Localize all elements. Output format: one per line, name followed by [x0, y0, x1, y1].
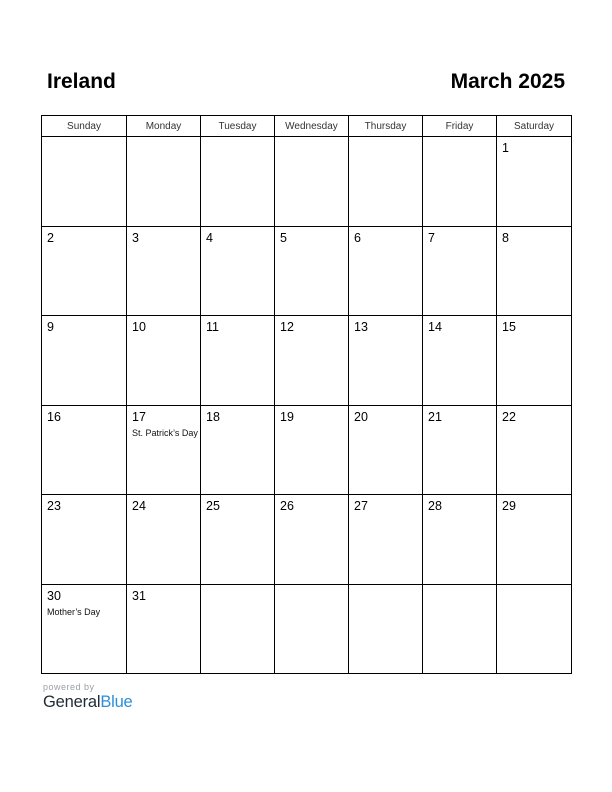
- day-cell: [127, 137, 201, 227]
- day-number: 2: [47, 230, 54, 245]
- day-cell[interactable]: [497, 137, 572, 227]
- week-row: [42, 405, 572, 495]
- week-row: [42, 316, 572, 406]
- month-calendar-grid: [41, 115, 572, 674]
- day-cell[interactable]: [201, 226, 275, 316]
- day-cell: [497, 584, 572, 674]
- weekday-saturday: Saturday: [497, 116, 572, 137]
- day-cell[interactable]: [497, 316, 572, 406]
- day-number: 31: [132, 588, 146, 603]
- day-cell[interactable]: [127, 584, 201, 674]
- weekday-sunday: Sunday: [42, 116, 127, 137]
- holiday-label: St. Patrick’s Day: [132, 427, 198, 438]
- week-row: [42, 137, 572, 227]
- day-cell[interactable]: [127, 226, 201, 316]
- month-title: March 2025: [450, 70, 565, 93]
- footer-branding: [43, 682, 133, 712]
- day-cell[interactable]: [201, 316, 275, 406]
- day-cell[interactable]: [423, 405, 497, 495]
- calendar-header: [47, 70, 565, 98]
- day-number: 17: [132, 409, 146, 424]
- day-cell: [275, 137, 349, 227]
- day-cell: [423, 584, 497, 674]
- day-number: 23: [47, 499, 61, 513]
- day-cell[interactable]: [497, 495, 572, 585]
- day-cell[interactable]: [349, 316, 423, 406]
- day-number: 12: [280, 320, 294, 334]
- day-cell[interactable]: [42, 226, 127, 316]
- day-cell: [201, 584, 275, 674]
- day-number: 3: [132, 230, 139, 245]
- day-cell: [275, 584, 349, 674]
- day-number: 25: [206, 499, 220, 513]
- day-cell[interactable]: [423, 316, 497, 406]
- day-cell[interactable]: [497, 405, 572, 495]
- day-number: 13: [354, 320, 368, 334]
- weekday-friday: Friday: [423, 116, 497, 137]
- day-cell: [349, 584, 423, 674]
- weekday-tuesday: Tuesday: [201, 116, 275, 137]
- day-number: 24: [132, 499, 146, 513]
- day-cell[interactable]: [127, 495, 201, 585]
- day-number: 14: [428, 320, 442, 334]
- generalblue-logo[interactable]: [43, 693, 133, 712]
- day-cell[interactable]: [42, 405, 127, 495]
- day-cell[interactable]: [423, 226, 497, 316]
- day-number: 6: [354, 230, 361, 245]
- day-number: 11: [206, 320, 219, 334]
- weekday-thursday: Thursday: [349, 116, 423, 137]
- day-number: 21: [428, 409, 442, 424]
- day-cell[interactable]: [349, 405, 423, 495]
- day-number: 16: [47, 409, 61, 424]
- day-cell[interactable]: [275, 226, 349, 316]
- day-number: 10: [132, 320, 146, 334]
- week-row: [42, 495, 572, 585]
- holiday-label: Mother’s Day: [47, 606, 101, 617]
- day-number: 1: [502, 141, 509, 155]
- day-cell[interactable]: [275, 405, 349, 495]
- day-number: 5: [280, 230, 287, 245]
- country-title: Ireland: [47, 70, 116, 93]
- day-cell: [349, 137, 423, 227]
- day-cell[interactable]: [201, 495, 275, 585]
- day-number: 30: [47, 588, 61, 603]
- day-cell: [423, 137, 497, 227]
- day-number: 7: [428, 230, 435, 245]
- day-cell[interactable]: [127, 405, 201, 495]
- day-cell[interactable]: [497, 226, 572, 316]
- day-cell[interactable]: [42, 316, 127, 406]
- day-cell[interactable]: [349, 495, 423, 585]
- day-number: 28: [428, 499, 442, 513]
- powered-by-text: powered by: [43, 682, 95, 692]
- day-number: 22: [502, 409, 516, 424]
- day-cell[interactable]: [201, 405, 275, 495]
- day-number: 19: [280, 409, 294, 424]
- day-number: 4: [206, 230, 213, 245]
- weekday-wednesday: Wednesday: [275, 116, 349, 137]
- day-cell[interactable]: [42, 495, 127, 585]
- weekday-monday: Monday: [127, 116, 201, 137]
- brand-blue: Blue: [100, 693, 133, 711]
- day-cell[interactable]: [42, 584, 127, 674]
- day-number: 18: [206, 409, 220, 424]
- day-number: 15: [502, 320, 516, 334]
- brand-general: General: [43, 693, 101, 711]
- week-row: [42, 584, 572, 674]
- day-number: 8: [502, 230, 509, 245]
- day-cell[interactable]: [275, 316, 349, 406]
- day-number: 29: [502, 499, 516, 513]
- day-number: 26: [280, 499, 294, 513]
- weekday-header-row: [42, 116, 572, 137]
- day-cell[interactable]: [423, 495, 497, 585]
- day-cell[interactable]: [127, 316, 201, 406]
- day-cell: [42, 137, 127, 227]
- week-row: [42, 226, 572, 316]
- day-cell: [201, 137, 275, 227]
- day-number: 20: [354, 409, 368, 424]
- day-cell[interactable]: [275, 495, 349, 585]
- day-number: 9: [47, 320, 54, 334]
- day-cell[interactable]: [349, 226, 423, 316]
- day-number: 27: [354, 499, 368, 513]
